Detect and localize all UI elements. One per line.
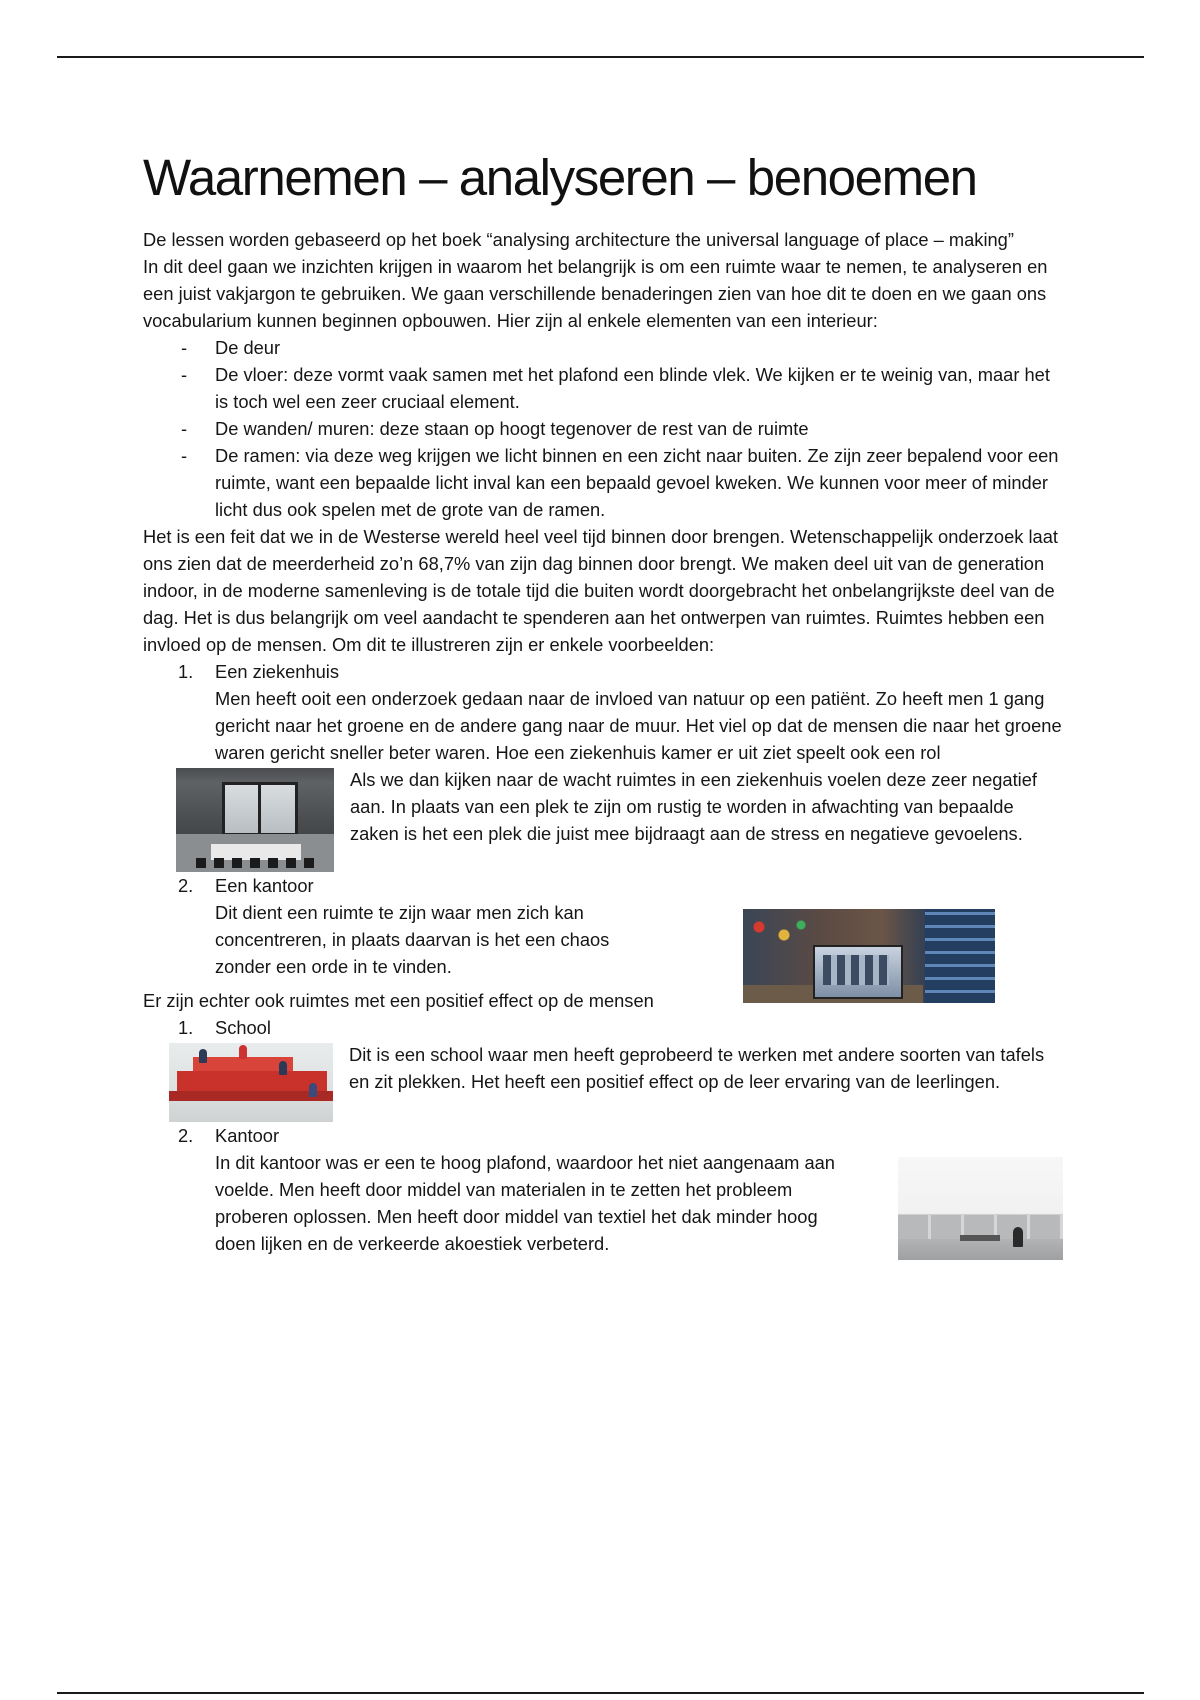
chaotic-office-image [743, 909, 995, 1003]
list-item [143, 334, 1063, 361]
footer-rule [57, 1692, 1144, 1694]
example-title: Een kantoor [215, 875, 314, 896]
list-item [143, 415, 1063, 442]
intro-paragraph: In dit deel gaan we inzichten krijgen in waarom het belangrijk is om een ruimte waar te nemen, te analyseren en een juist vakjargon te gebruiken. We gaan verschillende benaderingen zien van hoe dit te doen en we gaan ons vocabularium kunnen beginnen opbouwen. Hier zijn al enkele elementen van een interieur: [143, 256, 1048, 331]
list-item-text: De wanden/ muren: deze staan op hoogt tegenover de rest van de ruimte [215, 418, 809, 439]
dash-bullet: - [181, 337, 188, 358]
header-rule [57, 56, 1144, 58]
document-body [143, 148, 1063, 1260]
elements-list [143, 334, 1063, 523]
list-item-text: De ramen: via deze weg krijgen we licht binnen en een zicht naar buiten. Ze zijn zeer bepalend voor een ruimte, want een bepaalde licht inval kan een bepaald gevoel kweken. We kunnen voor meer of minder licht dus ook spelen met de grote van de ramen. [215, 445, 1059, 520]
list-item-text: De vloer: deze vormt vaak samen met het plafond een blinde vlek. We kijken er te weinig van, maar het is toch wel een zeer cruciaal element. [215, 364, 1050, 412]
list-number: 2. [178, 1125, 194, 1146]
example-title: Een ziekenhuis [215, 661, 339, 682]
list-number: 2. [178, 875, 194, 896]
list-item [143, 442, 1063, 523]
dash-bullet: - [181, 418, 188, 439]
example-heading [143, 658, 1063, 685]
page-title: Waarnemen – analyseren – benoemen [143, 149, 977, 206]
list-item [143, 361, 1063, 415]
body-paragraph: Het is een feit dat we in de Westerse wereld heel veel tijd binnen door brengen. Wetenschappelijk onderzoek laat ons zien dat de meerderheid zo’n 68,7% van zijn dag binnen door brengt. We maken deel uit van de generation indoor, in de moderne samenleving is de totale tijd die buiten wordt doorgebracht het onbelangrijkste deel van de dag. Het is dus belangrijk om veel aandacht te spenderen aan het ontwerpen van ruimtes. Ruimtes hebben een invloed op de mensen. Om dit te illustreren zijn er enkele voorbeelden: [143, 526, 1058, 655]
ceiling-office-block [143, 1149, 1063, 1260]
waiting-room-caption: Als we dan kijken naar de wacht ruimtes in een ziekenhuis voelen deze zeer negatief aan. In plaats van een plek te zijn om rustig te worden in afwachting van bepaalde zaken is het een plek die juist mee bijdraagt aan de stress en negatieve gevoelens. [350, 769, 1037, 844]
school-block [143, 1041, 1063, 1122]
waiting-room-image [176, 768, 334, 872]
dash-bullet: - [181, 445, 188, 466]
high-ceiling-office-image [898, 1157, 1063, 1260]
waiting-room-block [143, 766, 1063, 872]
dash-bullet: - [181, 364, 188, 385]
list-item-text: De deur [215, 337, 281, 358]
list-number: 1. [178, 1017, 194, 1038]
example-text: Men heeft ooit een onderzoek gedaan naar de invloed van natuur op een patiënt. Zo heeft men 1 gang gericht naar het groene en de andere gang naar de muur. Het viel op dat de mensen die naar het groene waren gericht sneller beter waren. Hoe een ziekenhuis kamer er uit ziet speelt ook een rol [215, 688, 1062, 763]
example-text: In dit kantoor was er een te hoog plafond, waardoor het niet aangenaam aan voelde. Men heeft door middel van materialen in te zetten het probleem proberen oplossen. Men heeft door middel van textiel het dak minder hoog doen lijken en de verkeerde akoestiek verbeterd. [215, 1152, 835, 1254]
positive-intro: Er zijn echter ook ruimtes met een positief effect op de mensen [143, 990, 654, 1011]
example-heading [143, 1122, 1063, 1149]
list-number: 1. [178, 661, 194, 682]
example-text: Dit dient een ruimte te zijn waar men zich kan concentreren, in plaats daarvan is het een chaos zonder een orde in te vinden. [215, 902, 610, 977]
example-title: Kantoor [215, 1125, 280, 1146]
example-heading [143, 1014, 1063, 1041]
school-image [169, 1043, 333, 1122]
example-title: School [215, 1017, 271, 1038]
intro-paragraph: De lessen worden gebaseerd op het boek “analysing architecture the universal language of place – making” [143, 229, 1014, 250]
example-heading [143, 872, 1063, 899]
school-caption: Dit is een school waar men heeft geprobeerd te werken met andere soorten van tafels en zit plekken. Het heeft een positief effect op de leer ervaring van de leerlingen. [349, 1044, 1045, 1092]
